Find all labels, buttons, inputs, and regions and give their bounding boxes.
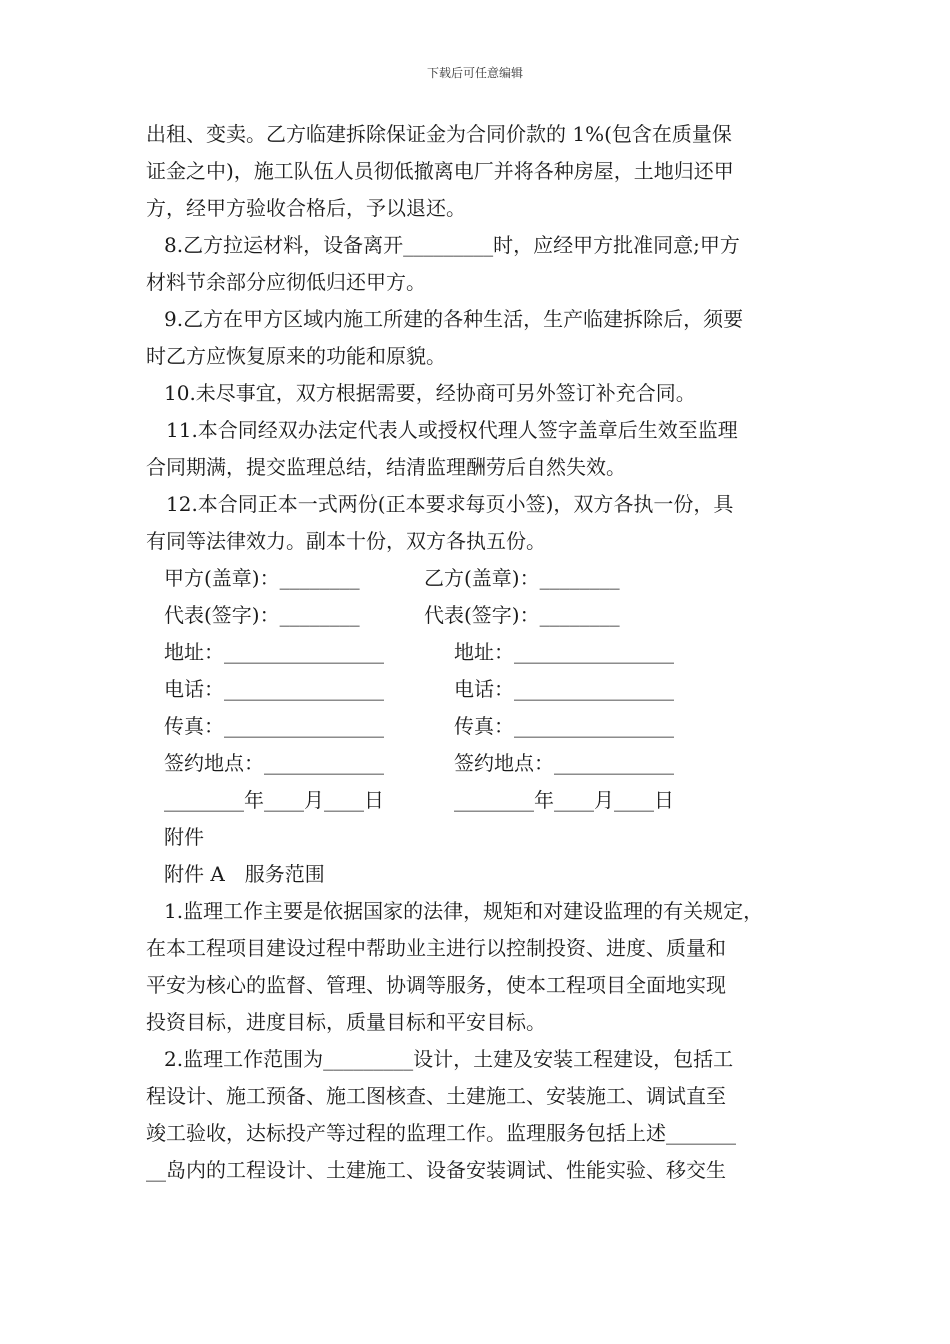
- party-b-phone-field: 电话：________________: [454, 677, 674, 701]
- text-line: 时乙方应恢复原来的功能和原貌。: [146, 344, 446, 368]
- signature-row-representative: [146, 597, 818, 634]
- party-a-address-field: 地址：________________: [164, 640, 384, 664]
- signature-block: [146, 560, 818, 819]
- text-line: 在本工程项目建设过程中帮助业主进行以控制投资、进度、质量和: [146, 936, 726, 960]
- text-line: 证金之中)，施工队伍人员彻低撤离电厂并将各种房屋，土地归还甲: [146, 159, 734, 183]
- signature-row-phone: [146, 671, 818, 708]
- paragraph-clause-12: [146, 486, 818, 560]
- party-a-seal-field: 甲方(盖章)：________: [164, 566, 360, 590]
- text-line: 方，经甲方验收合格后，予以退还。: [146, 196, 466, 220]
- party-a-date-field: ________年____月____日: [164, 788, 384, 812]
- text-line: 8.乙方拉运材料，设备离开_________时，应经甲方批准同意;甲方: [164, 233, 740, 257]
- signature-row-address: [146, 634, 818, 671]
- paragraph-clause-10: [146, 375, 818, 412]
- text-line: __岛内的工程设计、土建施工、设备安装调试、性能实验、移交生: [146, 1158, 726, 1182]
- signature-row-location: [146, 745, 818, 782]
- document-body: [146, 116, 818, 1189]
- paragraph-clause-11: [146, 412, 818, 486]
- text-line: 竣工验收，达标投产等过程的监理工作。监理服务包括上述_______: [146, 1121, 736, 1145]
- text-line: 合同期满，提交监理总结，结清监理酬劳后自然失效。: [146, 455, 626, 479]
- text-line: 出租、变卖。乙方临建拆除保证金为合同价款的 1%(包含在质量保: [146, 122, 732, 146]
- text-line: 12.本合同正本一式两份(正本要求每页小签)，双方各执一份，具: [166, 492, 734, 516]
- text-line: 有同等法律效力。副本十份，双方各执五份。: [146, 529, 546, 553]
- signature-row-date: [146, 782, 818, 819]
- scope-paragraph-2: [146, 1041, 818, 1189]
- party-b-address-field: 地址：________________: [454, 640, 674, 664]
- text-line: 2.监理工作范围为_________设计，土建及安装工程建设，包括工: [164, 1047, 734, 1071]
- text-line: 11.本合同经双办法定代表人或授权代理人签字盖章后生效至监理: [166, 418, 738, 442]
- party-b-location-field: 签约地点：____________: [454, 751, 674, 775]
- paragraph-clause-8: [146, 227, 818, 301]
- party-b-fax-field: 传真：________________: [454, 714, 674, 738]
- signature-row-seal: [146, 560, 818, 597]
- paragraph-lease-clause: [146, 116, 818, 227]
- party-b-seal-field: 乙方(盖章)：________: [424, 566, 620, 590]
- party-a-representative-field: 代表(签字)：________: [164, 603, 360, 627]
- signature-row-fax: [146, 708, 818, 745]
- text-line: 1.监理工作主要是依据国家的法律，规矩和对建设监理的有关规定，: [164, 899, 764, 923]
- party-a-fax-field: 传真：________________: [164, 714, 384, 738]
- paragraph-clause-9: [146, 301, 818, 375]
- scope-paragraph-1: [146, 893, 818, 1041]
- text-line: 程设计、施工预备、施工图核查、土建施工、安装施工、调试直至: [146, 1084, 726, 1108]
- attachment-title: 附件: [164, 825, 204, 849]
- party-a-location-field: 签约地点：____________: [164, 751, 384, 775]
- text-line: 投资目标，进度目标，质量目标和平安目标。: [146, 1010, 546, 1034]
- attachment-subtitle: 附件 A 服务范围: [164, 862, 325, 886]
- text-line: 材料节余部分应彻低归还甲方。: [146, 270, 426, 294]
- party-a-phone-field: 电话：________________: [164, 677, 384, 701]
- text-line: 10.未尽事宜，双方根据需要，经协商可另外签订补充合同。: [164, 381, 696, 405]
- party-b-date-field: ________年____月____日: [454, 788, 674, 812]
- party-b-representative-field: 代表(签字)：________: [424, 603, 620, 627]
- page-header-note: 下载后可任意编辑: [426, 66, 523, 80]
- text-line: 9.乙方在甲方区域内施工所建的各种生活，生产临建拆除后，须要: [164, 307, 744, 331]
- text-line: 平安为核心的监督、管理、协调等服务，使本工程项目全面地实现: [146, 973, 726, 997]
